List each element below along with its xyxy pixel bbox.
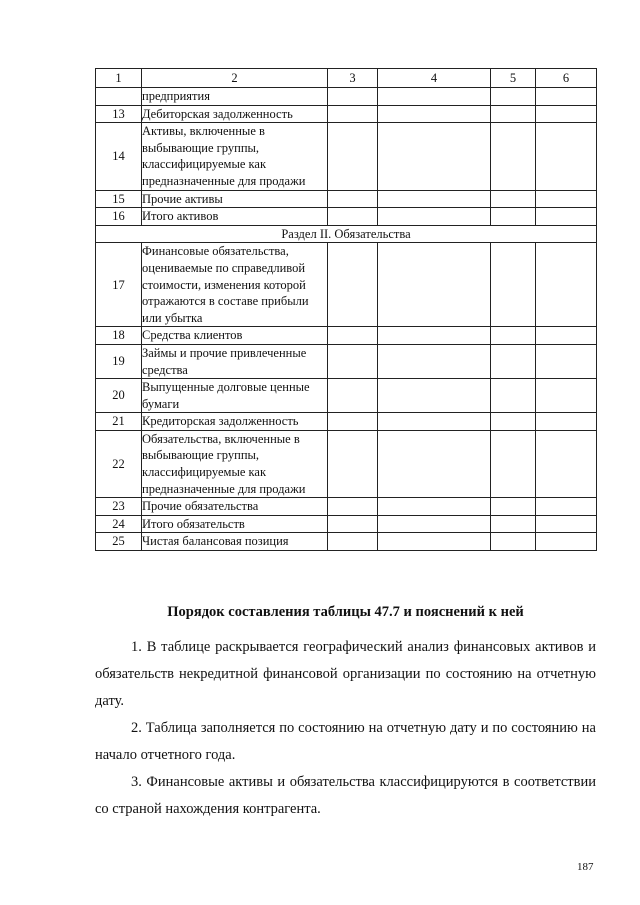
row-name: Средства клиентов xyxy=(142,327,328,345)
row-number: 14 xyxy=(96,123,142,190)
row-name: Активы, включенные в выбывающие группы, классифицируемые как предназначенные для продажи xyxy=(142,123,328,190)
column-header: 2 xyxy=(142,69,328,88)
row-number: 24 xyxy=(96,515,142,533)
page-number: 187 xyxy=(577,861,594,873)
row-name: Чистая балансовая позиция xyxy=(142,533,328,551)
data-table xyxy=(95,68,597,551)
row-name: Прочие активы xyxy=(142,190,328,208)
table-row xyxy=(96,327,597,345)
row-number: 19 xyxy=(96,344,142,378)
table-row xyxy=(96,430,597,497)
row-number: 13 xyxy=(96,105,142,123)
table-row xyxy=(96,88,597,106)
column-header: 1 xyxy=(96,69,142,88)
row-name: Дебиторская задолженность xyxy=(142,105,328,123)
section-title: Раздел II. Обязательства xyxy=(96,225,597,243)
column-header: 5 xyxy=(491,69,536,88)
row-name: Выпущенные долговые ценные бумаги xyxy=(142,379,328,413)
table-row xyxy=(96,123,597,190)
table-row xyxy=(96,105,597,123)
row-number: 18 xyxy=(96,327,142,345)
column-header: 3 xyxy=(328,69,378,88)
table-header-row xyxy=(96,69,597,88)
row-name: предприятия xyxy=(142,88,328,106)
table-row xyxy=(96,413,597,431)
section-row xyxy=(96,225,597,243)
table-row xyxy=(96,190,597,208)
row-number: 17 xyxy=(96,243,142,327)
row-number xyxy=(96,88,142,106)
table-row xyxy=(96,379,597,413)
row-number: 22 xyxy=(96,430,142,497)
row-number: 15 xyxy=(96,190,142,208)
table-row xyxy=(96,498,597,516)
row-name: Финансовые обязательства, оцениваемые по справедливой стоимости, изменения которой отражаются в составе прибыли или убытка xyxy=(142,243,328,327)
row-name: Обязательства, включенные в выбывающие группы, классифицируемые как предназначенные для продажи xyxy=(142,430,328,497)
paragraph-2: 2. Таблица заполняется по состоянию на отчетную дату и по состоянию на начало отчетного года. xyxy=(95,720,596,763)
paragraph-3: 3. Финансовые активы и обязательства классифицируются в соответствии со страной нахождения контрагента. xyxy=(95,774,596,817)
row-number: 25 xyxy=(96,533,142,551)
table-row xyxy=(96,208,597,226)
table-row xyxy=(96,243,597,327)
row-name: Итого активов xyxy=(142,208,328,226)
row-name: Кредиторская задолженность xyxy=(142,413,328,431)
table-row xyxy=(96,533,597,551)
row-number: 16 xyxy=(96,208,142,226)
row-number: 21 xyxy=(96,413,142,431)
table-row xyxy=(96,344,597,378)
column-header: 6 xyxy=(536,69,597,88)
row-number: 23 xyxy=(96,498,142,516)
column-header: 4 xyxy=(378,69,491,88)
row-name: Займы и прочие привлеченные средства xyxy=(142,344,328,378)
section-heading: Порядок составления таблицы 47.7 и пояснений к ней xyxy=(167,604,524,620)
row-name: Прочие обязательства xyxy=(142,498,328,516)
table-row xyxy=(96,515,597,533)
paragraph-1: 1. В таблице раскрывается географический анализ финансовых активов и обязательств некредитной финансовой организации по состоянию на отчетную дату. xyxy=(95,639,596,709)
row-number: 20 xyxy=(96,379,142,413)
row-name: Итого обязательств xyxy=(142,515,328,533)
